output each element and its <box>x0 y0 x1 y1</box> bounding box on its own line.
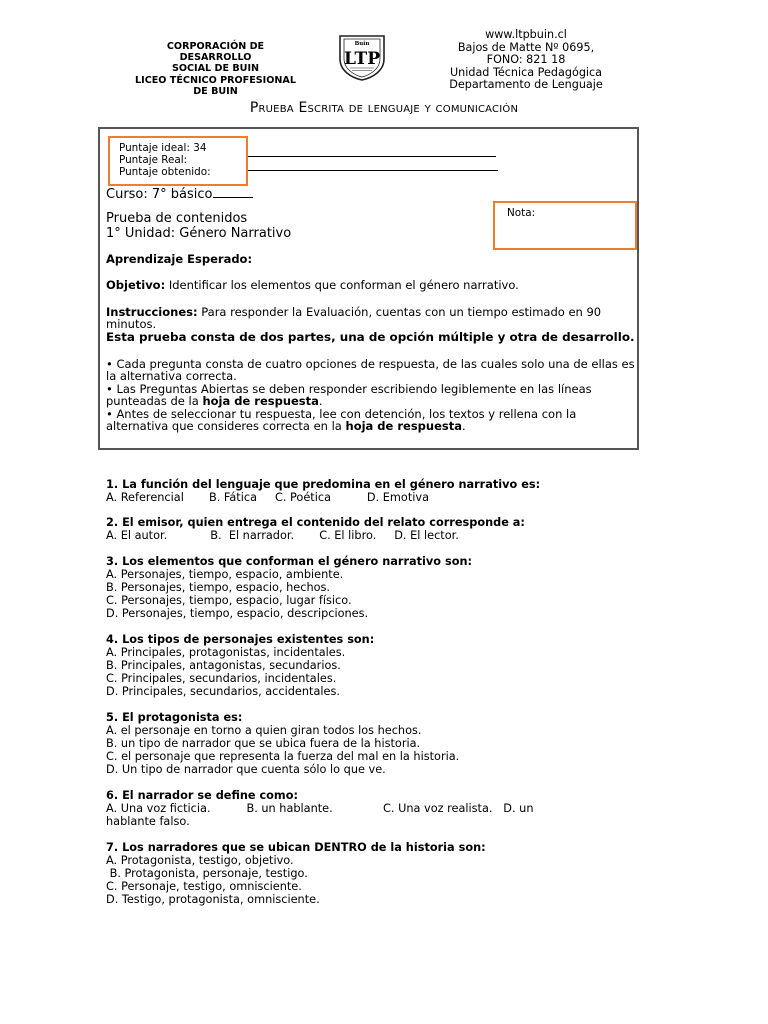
question-3 <box>106 556 646 621</box>
option-c: C. Personajes, tiempo, espacio, lugar físico. <box>106 593 352 607</box>
option-d: D. Principales, secundarios, accidentales. <box>106 684 340 698</box>
question-text: 2. El emisor, quien entrega el contenido del relato corresponde a: <box>106 516 525 529</box>
bullet-text: . <box>461 419 466 434</box>
question-text: 4. Los tipos de personajes existentes son: <box>106 633 375 646</box>
instruction-bullet <box>106 383 636 408</box>
instruction-bullet <box>106 408 636 433</box>
option-c: C. Principales, secundarios, incidentales. <box>106 671 337 685</box>
learning-outcome-label: Aprendizaje Esperado: <box>106 252 253 266</box>
option-d: D. Personajes, tiempo, espacio, descripciones. <box>106 606 369 620</box>
question-text: 3. Los elementos que conforman el género narrativo son: <box>106 555 473 568</box>
question-text: 5. El protagonista es: <box>106 711 243 724</box>
option-c: C. Personaje, testigo, omnisciente. <box>106 879 302 893</box>
real-score-label: Puntaje Real: <box>119 154 188 166</box>
bullet-text: • Las Preguntas Abiertas se deben responder escribiendo legiblemente en las líneas punteadas de la <box>106 382 592 409</box>
obtained-score-line <box>248 170 498 171</box>
bullet-text: . <box>318 394 323 409</box>
course-label: Curso: 7° básico <box>106 187 213 202</box>
objective-text: Identificar los elementos que conforman el género narrativo. <box>165 278 519 292</box>
real-score-line <box>248 156 496 157</box>
course-blank <box>213 185 253 198</box>
question-options-cont: hablante falso. <box>106 814 190 828</box>
structure-note: Esta prueba consta de dos partes, una de opción múltiple y otra de desarrollo. <box>106 330 635 344</box>
answer-sheet-emphasis: hoja de respuesta <box>345 419 462 434</box>
option-a: A. Protagonista, testigo, objetivo. <box>106 853 294 867</box>
instructions-text: Para responder la Evaluación, cuentas con un tiempo estimado en 90 minutos. <box>106 305 602 332</box>
question-4 <box>106 634 646 699</box>
option-b: B. Protagonista, personaje, testigo. <box>106 866 308 880</box>
question-text: 6. El narrador se define como: <box>106 789 298 802</box>
bullet-text: • Antes de seleccionar tu respuesta, lee con detención, los textos y rellena con la alternativa que consideres correcta en la <box>106 407 577 434</box>
institution-line: CORPORACIÓN DE <box>166 41 265 52</box>
option-b: B. un tipo de narrador que se ubica fuera de la historia. <box>106 736 421 750</box>
test-type: Prueba de contenidos <box>106 211 248 226</box>
question-7 <box>106 842 646 907</box>
grade-label: Nota: <box>507 207 536 219</box>
question-5 <box>106 712 646 777</box>
ideal-score-label: Puntaje ideal: 34 <box>119 142 207 154</box>
option-d: D. Un tipo de narrador que cuenta sólo lo que ve. <box>106 762 386 776</box>
unit-text: Unidad Técnica Pedagógica <box>449 65 603 79</box>
instructions-label: Instrucciones: <box>106 305 198 319</box>
school-logo <box>334 33 390 81</box>
question-6 <box>106 790 646 829</box>
website-text: www.ltpbuin.cl <box>485 28 567 41</box>
option-c: C. el personaje que representa la fuerza del mal en la historia. <box>106 749 460 763</box>
department-text: Departamento de Lenguaje <box>449 78 603 92</box>
objective-paragraph <box>106 279 636 291</box>
obtained-score-label: Puntaje obtenido: <box>119 166 211 178</box>
institution-line: DE BUIN <box>193 85 238 97</box>
question-text: 7. Los narradores que se ubican DENTRO de la historia son: <box>106 841 486 854</box>
course-line <box>106 185 253 202</box>
option-a: A. el personaje en torno a quien giran todos los hechos. <box>106 723 422 737</box>
institution-name <box>118 41 313 97</box>
question-options: A. El autor. B. El narrador. C. El libro. D. El lector. <box>106 528 459 542</box>
content-heading <box>106 212 291 241</box>
phone-text: FONO: 821 18 <box>486 53 566 67</box>
answer-sheet-emphasis: hoja de respuesta <box>202 394 319 409</box>
grade-box <box>493 201 637 250</box>
institution-line: SOCIAL DE BUIN <box>171 63 260 75</box>
question-2 <box>106 517 646 543</box>
option-d: D. Testigo, protagonista, omnisciente. <box>106 892 320 906</box>
question-options: A. Una voz ficticia. B. un hablante. C. Una voz realista. D. un <box>106 801 534 815</box>
instruction-bullet: • Cada pregunta consta de cuatro opciones de respuesta, de las cuales solo una de ellas es la alternativa correcta. <box>106 357 635 384</box>
objective-label: Objetivo: <box>106 278 166 292</box>
option-a: A. Principales, protagonistas, incidentales. <box>106 645 346 659</box>
score-box <box>108 136 248 186</box>
svg-text:LTP: LTP <box>343 49 381 69</box>
instructions-paragraph <box>106 306 636 331</box>
contact-info <box>412 29 640 92</box>
question-options: A. Referencial B. Fática C. Poética D. Emotiva <box>106 490 430 504</box>
address-text: Bajos de Matte Nº 0695, <box>457 40 595 54</box>
option-a: A. Personajes, tiempo, espacio, ambiente. <box>106 567 344 581</box>
exam-title: Prueba Escrita de lenguaje y comunicación <box>249 100 519 116</box>
option-b: B. Personajes, tiempo, espacio, hechos. <box>106 580 331 594</box>
institution-line: DESARROLLO <box>179 52 252 64</box>
svg-text:Buin: Buin <box>354 41 370 47</box>
unit-name: 1° Unidad: Género Narrativo <box>106 225 292 241</box>
question-1 <box>106 479 646 505</box>
question-text: 1. La función del lenguaje que predomina en el género narrativo es: <box>106 478 541 491</box>
institution-line: LICEO TÉCNICO PROFESIONAL <box>135 74 296 86</box>
option-b: B. Principales, antagonistas, secundarios. <box>106 658 341 672</box>
